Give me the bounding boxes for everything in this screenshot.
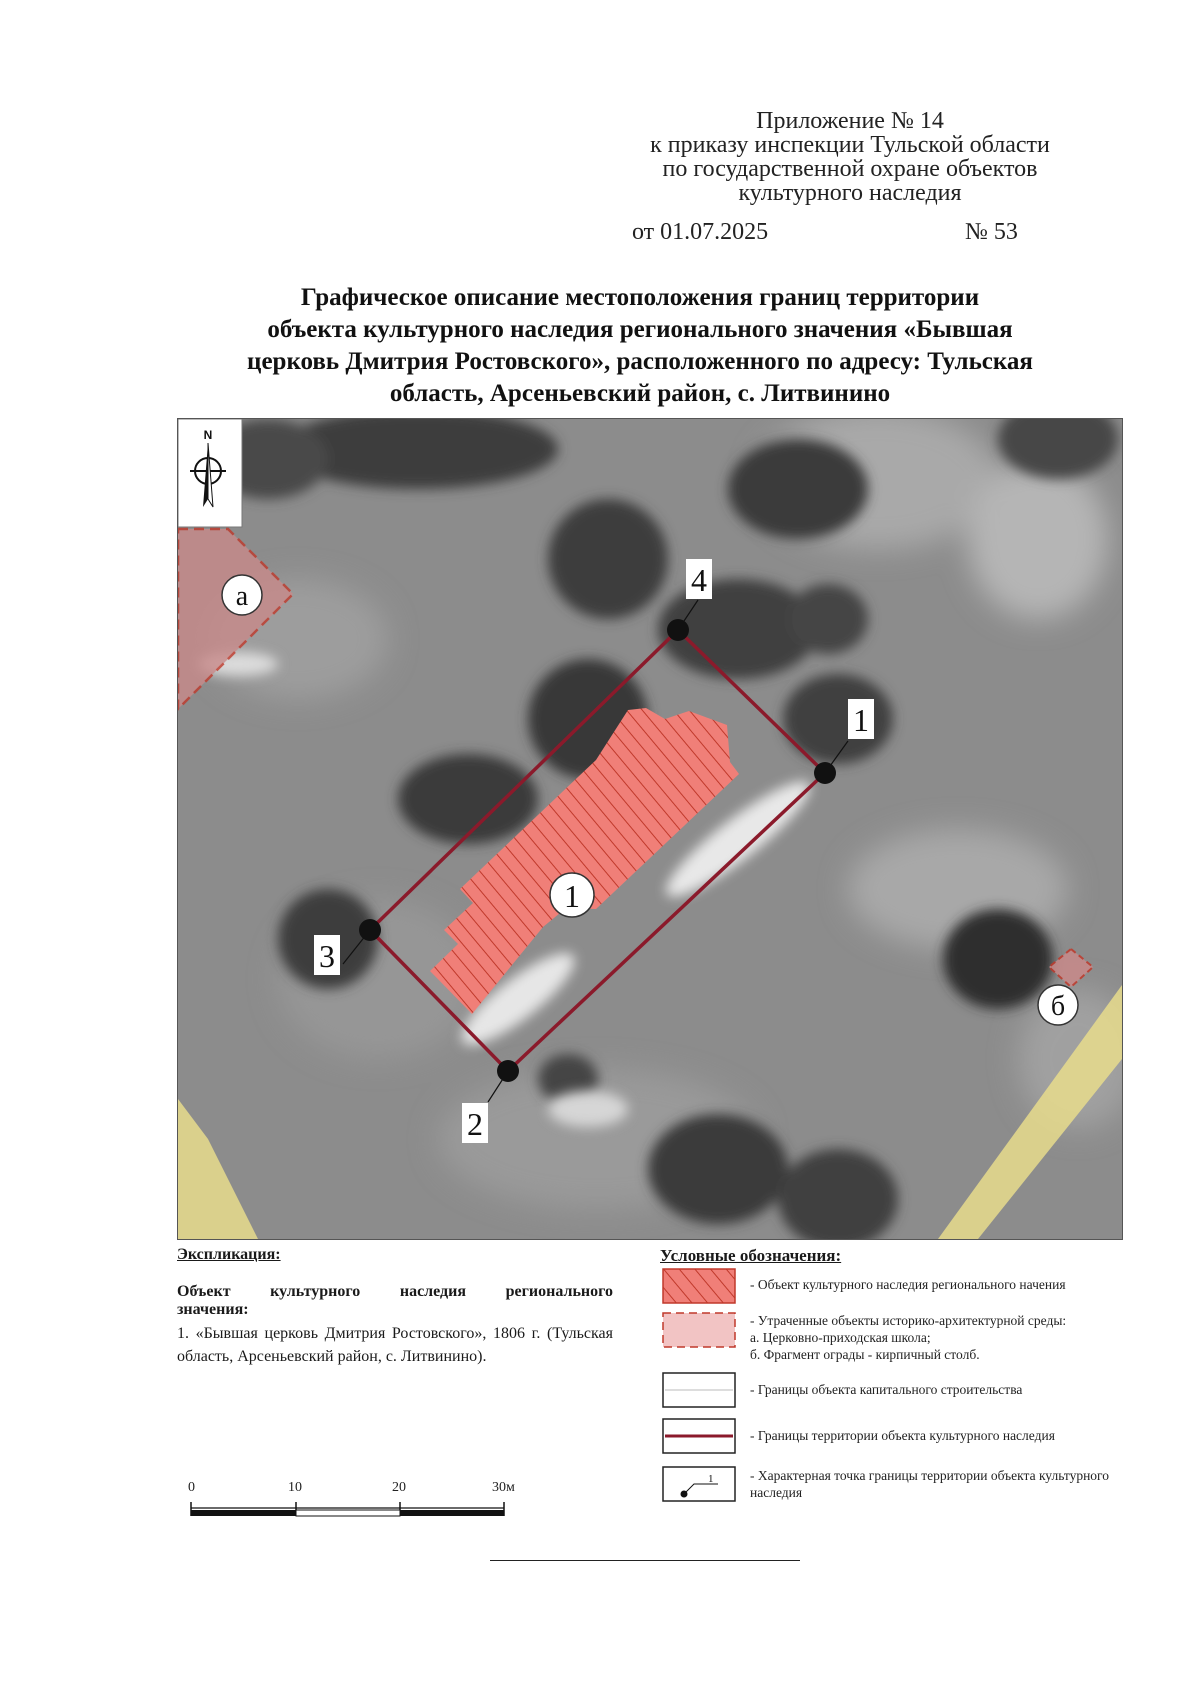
north-label: N: [203, 428, 213, 442]
order-date: от 01.07.2025: [632, 219, 769, 245]
legend-text-object: - Объект культурного наследия регионального начения: [750, 1277, 1066, 1292]
legend-symbol-object: [662, 1268, 736, 1304]
legend-text-lost: - Утраченные объекты историко-архитектурной среды:: [750, 1313, 1067, 1328]
point-label-3: 3: [319, 938, 335, 974]
legend-text-boundary: - Границы территории объекта культурного наследия: [750, 1428, 1055, 1443]
boundary-point-3: [359, 919, 381, 941]
scale-label: 30м: [492, 1480, 515, 1495]
appendix-number: Приложение № 14: [756, 108, 944, 134]
explication-heading: значения:: [177, 1301, 249, 1318]
legend-point-sample: 1: [708, 1473, 714, 1485]
explication-item: 1. «Бывшая церковь Дмитрия Ростовского», 1806 г. (Тульская область, Арсеньевский район, с. Литвинино).: [177, 1325, 613, 1365]
appendix-order-line: к приказу инспекции Тульской области: [650, 132, 1050, 158]
appendix-order-line: по государственной охране объектов: [662, 156, 1038, 182]
boundary-point-1: [814, 762, 836, 784]
legend-symbol-point: [662, 1466, 736, 1502]
legend-text-lost-a: а. Церковно-приходская школа;: [750, 1330, 931, 1345]
point-label-4: 4: [691, 562, 707, 598]
explication-title: Экспликация:: [177, 1246, 281, 1263]
lost-label-b: б: [1050, 991, 1066, 1022]
legend-text-lost-b: б. Фрагмент ограды - кирпичный столб.: [750, 1347, 980, 1362]
scale-graphic: [190, 1502, 510, 1518]
footer-separator: [490, 1560, 800, 1561]
legend-title: Условные обозначения:: [660, 1246, 842, 1265]
scale-label: 0: [188, 1480, 195, 1495]
legend-symbol-building: [662, 1372, 736, 1408]
legend-symbol-lost: [662, 1312, 736, 1348]
appendix-header: [600, 109, 1100, 205]
order-number: № 53: [965, 219, 1018, 245]
appendix-order-line: культурного наследия: [738, 180, 962, 206]
explication-heading: Объект культурного наследия регионального: [177, 1283, 613, 1300]
title-line: церковь Дмитрия Ростовского», расположенного по адресу: Тульская: [247, 348, 1033, 375]
point-label-2: 2: [467, 1106, 483, 1142]
scale-label: 20: [392, 1480, 406, 1495]
lost-label-a: а: [235, 581, 249, 612]
scale-label: 10: [288, 1480, 302, 1495]
point-label-1: 1: [853, 702, 869, 738]
legend-text-point: - Характерная точка границы территории объекта культурного наследия: [750, 1468, 1109, 1500]
title-line: Графическое описание местоположения границ территории: [300, 284, 980, 311]
boundary-point-2: [497, 1060, 519, 1082]
title-line: область, Арсеньевский район, с. Литвинино: [389, 380, 891, 407]
legend-text-building: - Границы объекта капитального строительства: [750, 1382, 1023, 1397]
map-canvas: [178, 419, 1122, 1239]
object-label-1: 1: [564, 878, 580, 914]
site-map: [177, 418, 1123, 1240]
page-title: [170, 282, 1110, 410]
title-line: объекта культурного наследия регионального значения «Бывшая: [267, 316, 1013, 343]
boundary-point-4: [667, 619, 689, 641]
legend-symbol-boundary: [662, 1418, 736, 1454]
